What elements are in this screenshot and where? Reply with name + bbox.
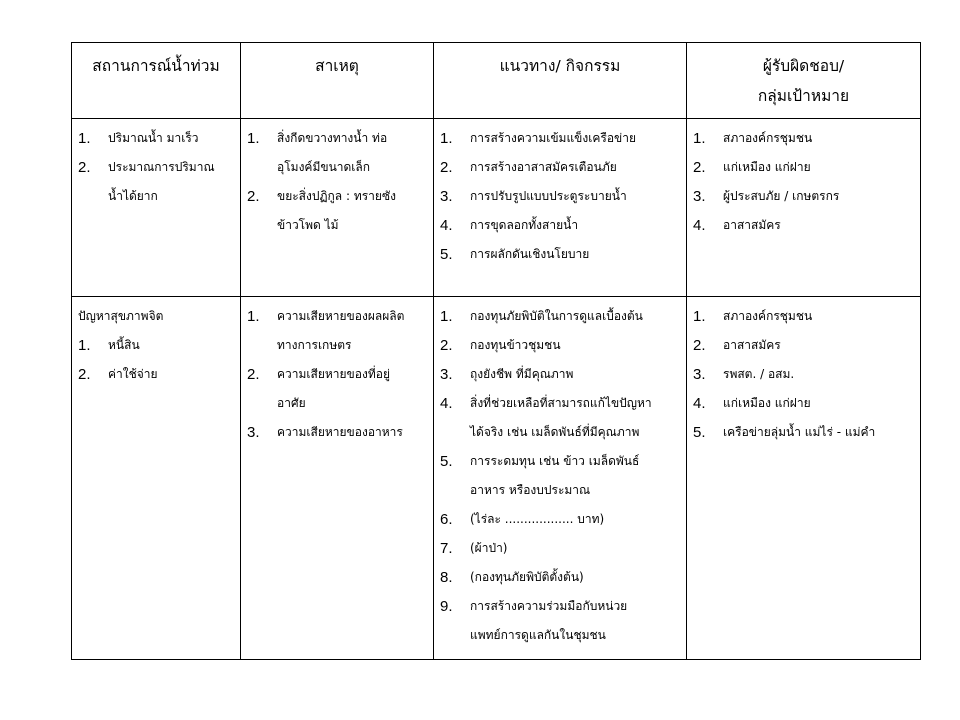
cell-cause: [241, 297, 433, 447]
list-item-text: [723, 182, 916, 211]
list-item-line: ประมาณการปริมาณ: [108, 160, 215, 174]
list-item: [247, 360, 429, 418]
list-item: [247, 302, 429, 360]
list-item: [440, 505, 682, 534]
list-item: [440, 534, 682, 563]
list-item-line: ค่าใช้จ่าย: [108, 367, 158, 381]
list-item: [440, 302, 682, 331]
list-item-number: 7.: [440, 540, 453, 557]
list-item: [693, 331, 916, 360]
list-item-line: อาศัย: [277, 396, 306, 410]
list-item-text: [723, 418, 916, 447]
list-item-text: [470, 563, 682, 592]
list-item-text: [470, 240, 682, 269]
list-item-line: (ไร่ละ .................. บาท): [470, 512, 605, 526]
list-item-text: [470, 389, 682, 447]
list-item-line: การระดมทุน เช่น ข้าว เมล็ดพันธ์: [470, 454, 640, 468]
list-item: [693, 302, 916, 331]
list-item: [693, 182, 916, 211]
list-item-line: ผู้ประสบภัย / เกษตรกร: [723, 189, 840, 203]
list-item-text: [723, 153, 916, 182]
table-row: [72, 297, 921, 660]
list-item: [693, 124, 916, 153]
cell-responsible: [687, 297, 920, 447]
plan-table: [71, 42, 921, 660]
list-item: [440, 124, 682, 153]
list-item-number: 2.: [693, 337, 706, 354]
list-item-number: 3.: [693, 366, 706, 383]
list-item-line: ความเสียหายของที่อยู่: [277, 367, 390, 381]
list-item-number: 3.: [440, 366, 453, 383]
list-item-text: [470, 534, 682, 563]
list-item-number: 4.: [440, 395, 453, 412]
list-item-number: 5.: [440, 453, 453, 470]
list-item-line: อุโมงค์มีขนาดเล็ก: [277, 160, 371, 174]
list-item-number: 4.: [693, 395, 706, 412]
list-item-number: 5.: [440, 246, 453, 263]
list-item-line: แก่เหมือง แก่ฝาย: [723, 160, 811, 174]
list-item-text: [470, 211, 682, 240]
list-item-text: [277, 182, 429, 240]
list-item-number: 6.: [440, 511, 453, 528]
list-item: [78, 153, 236, 211]
list-item-line: (ผ้าป่า): [470, 541, 508, 555]
list-item-number: 1.: [440, 130, 453, 147]
list-item-line: การปรับรูปแบบประตูระบายน้ำ: [470, 189, 627, 203]
list-item-text: [470, 182, 682, 211]
list-item-text: [723, 124, 916, 153]
list-item-line: การสร้างความร่วมมือกับหน่วย: [470, 599, 628, 613]
list-item-number: 2.: [247, 188, 260, 205]
list-item-line: สภาองค์กรชุมชน: [723, 309, 813, 323]
table-row: [72, 119, 921, 297]
list-item: [78, 331, 236, 360]
list-item-line: ถุงยังชีพ ที่มีคุณภาพ: [470, 367, 574, 381]
header-row: [72, 43, 921, 119]
list-item: [247, 182, 429, 240]
list-item-text: [470, 153, 682, 182]
list-item-line: ความเสียหายของผลผลิต: [277, 309, 405, 323]
list-item-text: [277, 124, 429, 182]
list-item-number: 1.: [440, 308, 453, 325]
list-item: [440, 211, 682, 240]
list-item: [440, 447, 682, 505]
header-responsible: [687, 43, 921, 119]
list-item: [78, 360, 236, 389]
cell-activities: [434, 119, 686, 269]
list-item: [247, 124, 429, 182]
list-item: [247, 418, 429, 447]
list-item-text: [470, 124, 682, 153]
list-item-line: เครือข่ายลุ่มน้ำ แม่ไร่ - แม่คำ: [723, 425, 876, 439]
list-item-line: ข้าวโพด ไม้: [277, 218, 339, 232]
list-item: [693, 389, 916, 418]
list-item: [440, 331, 682, 360]
list-item: [440, 592, 682, 650]
list-item-number: 1.: [693, 130, 706, 147]
list-item-line: การผลักดันเชิงนโยบาย: [470, 247, 590, 261]
list-item-number: 8.: [440, 569, 453, 586]
list-item-number: 1.: [247, 308, 260, 325]
list-item-number: 3.: [440, 188, 453, 205]
list-item-line: กองทุนภัยพิบัติในการดูแลเบื้องต้น: [470, 309, 643, 323]
list-item-line: อาสาสมัคร: [723, 338, 781, 352]
list-item-line: การขุดลอกทั้งสายน้ำ: [470, 218, 579, 232]
list-item-number: 2.: [440, 159, 453, 176]
list-item-text: [277, 360, 429, 418]
list-item: [440, 563, 682, 592]
list-item-text: [470, 505, 682, 534]
list-item: [440, 360, 682, 389]
cell-cause: [241, 119, 433, 240]
list-item-line: ขยะสิ่งปฏิกูล : ทรายซัง: [277, 189, 396, 203]
list-item-line: กองทุนข้าวชุมชน: [470, 338, 561, 352]
list-item-number: 2.: [247, 366, 260, 383]
list-item-text: [723, 389, 916, 418]
list-item-line: สภาองค์กรชุมชน: [723, 131, 813, 145]
list-item-text: [108, 360, 236, 389]
list-item: [693, 360, 916, 389]
list-item-text: [723, 360, 916, 389]
header-cause: สาเหตุ: [241, 43, 434, 119]
list-item-line: การสร้างความเข้มแข็งเครือข่าย: [470, 131, 636, 145]
cell-activities: [434, 297, 686, 650]
list-item-number: 2.: [78, 366, 91, 383]
list-item-text: [470, 331, 682, 360]
list-item-text: [277, 302, 429, 360]
list-item-text: [470, 592, 682, 650]
list-item-text: [470, 447, 682, 505]
list-item: [693, 211, 916, 240]
situation-list: [78, 331, 236, 389]
list-item-text: [723, 211, 916, 240]
list-item-number: 2.: [440, 337, 453, 354]
cell-responsible: [687, 119, 920, 240]
header-responsible-line2: กลุ่มเป้าหมาย: [757, 87, 850, 105]
list-item-line: สิ่งที่ช่วยเหลือที่สามารถแก้ไขปัญหา: [470, 396, 652, 410]
list-item-line: การสร้างอาสาสมัครเตือนภัย: [470, 160, 617, 174]
list-item-line: สิ่งกีดขวางทางน้ำ ท่อ: [277, 131, 388, 145]
list-item: [440, 153, 682, 182]
list-item: [693, 418, 916, 447]
list-item-number: 4.: [440, 217, 453, 234]
list-item-text: [277, 418, 429, 447]
list-item-line: แก่เหมือง แก่ฝาย: [723, 396, 811, 410]
header-activities: แนวทาง/ กิจกรรม: [434, 43, 687, 119]
list-item-number: 5.: [693, 424, 706, 441]
situation-title: ปัญหาสุขภาพจิต: [78, 309, 164, 323]
list-item-line: รพสต. / อสม.: [723, 367, 795, 381]
list-item-number: 3.: [693, 188, 706, 205]
list-item-text: [108, 331, 236, 360]
list-item: [440, 389, 682, 447]
list-item-number: 9.: [440, 598, 453, 615]
list-item: [440, 182, 682, 211]
list-item-line: น้ำได้ยาก: [108, 189, 158, 203]
list-item: [693, 153, 916, 182]
cell-situation: [72, 297, 240, 389]
list-item-number: 2.: [78, 159, 91, 176]
list-item-number: 1.: [693, 308, 706, 325]
list-item-text: [723, 302, 916, 331]
list-item-text: [108, 153, 236, 211]
list-item: [440, 240, 682, 269]
list-item-text: [108, 124, 236, 153]
list-item-line: ความเสียหายของอาหาร: [277, 425, 403, 439]
list-item-line: (กองทุนภัยพิบัติตั้งต้น): [470, 570, 584, 584]
list-item-line: ปริมาณน้ำ มาเร็ว: [108, 131, 199, 145]
list-item-number: 4.: [693, 217, 706, 234]
list-item-number: 1.: [78, 130, 91, 147]
header-situation: สถานการณ์น้ำท่วม: [72, 43, 241, 119]
list-item-number: 3.: [247, 424, 260, 441]
list-item-number: 1.: [247, 130, 260, 147]
list-item-line: ได้จริง เช่น เมล็ดพันธ์ที่มีคุณภาพ: [470, 425, 640, 439]
cell-situation: [72, 119, 240, 211]
list-item-number: 2.: [693, 159, 706, 176]
list-item-line: ทางการเกษตร: [277, 338, 352, 352]
list-item-text: [723, 331, 916, 360]
list-item-line: หนี้สิน: [108, 338, 140, 352]
list-item: [78, 124, 236, 153]
list-item-text: [470, 302, 682, 331]
header-responsible-line1: ผู้รับผิดชอบ/: [762, 57, 845, 75]
list-item-line: แพทย์การดูแลกันในชุมชน: [470, 628, 606, 642]
list-item-number: 1.: [78, 337, 91, 354]
list-item-line: อาหาร หรืองบประมาณ: [470, 483, 591, 497]
list-item-text: [470, 360, 682, 389]
list-item-line: อาสาสมัคร: [723, 218, 781, 232]
